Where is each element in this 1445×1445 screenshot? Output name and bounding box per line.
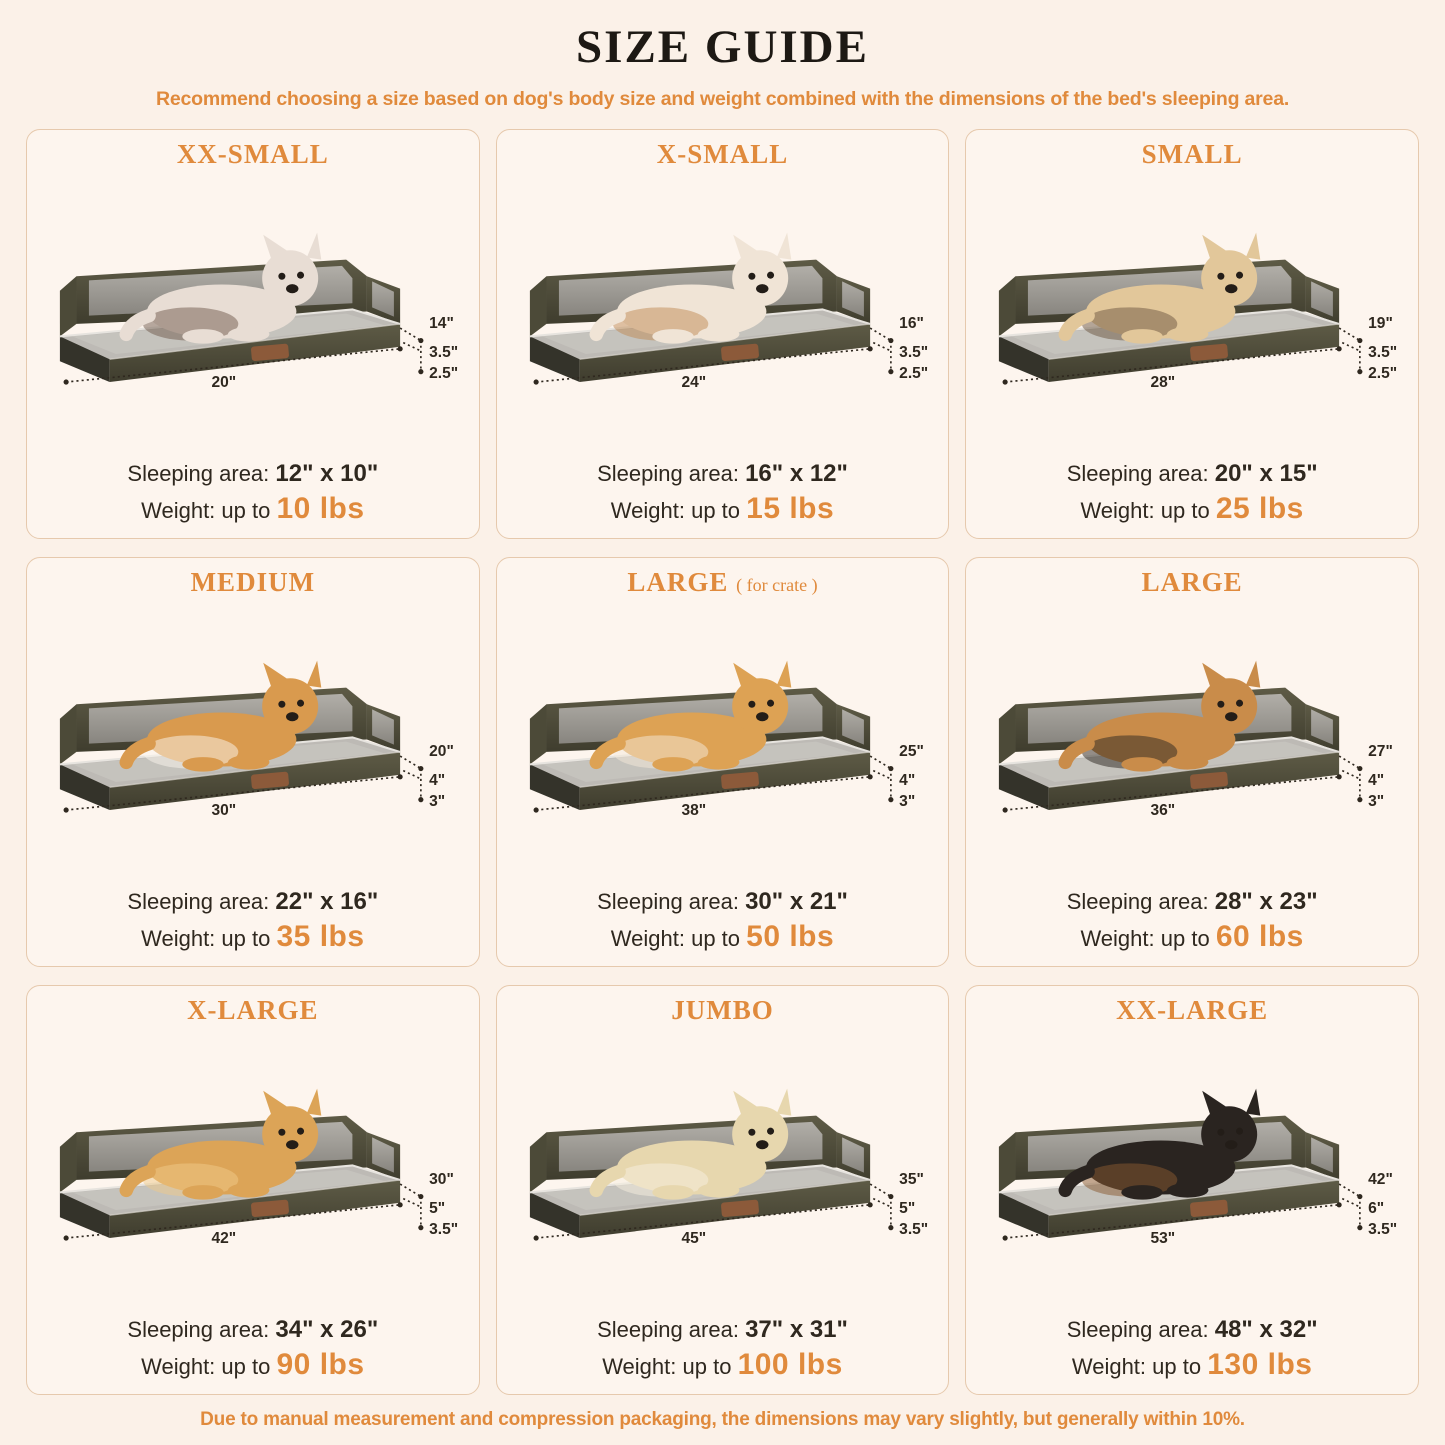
bed-illustration [505, 170, 941, 459]
bed-illustration-svg [35, 1026, 471, 1315]
dim-base-label: 2.5" [429, 364, 459, 382]
dim-bolster-label: 4" [898, 771, 915, 789]
dim-bolster-label: 5" [429, 1199, 446, 1217]
weight-upto-label: up to [221, 497, 271, 523]
bed-illustration-svg [35, 598, 471, 887]
footer-note: Due to manual measurement and compression packaging, the dimensions may vary slightly, but generally within 10%. [200, 1409, 1245, 1430]
dim-width-label: 53" [1150, 1229, 1176, 1247]
size-card[interactable] [965, 985, 1419, 1395]
sleeping-area-value: 16" x 12" [745, 459, 848, 487]
dim-width-label: 38" [681, 801, 706, 819]
size-card-title [627, 568, 817, 598]
weight-upto-label: up to [221, 925, 271, 951]
size-card-specs [35, 1315, 471, 1386]
bed-illustration-svg [974, 170, 1410, 459]
weight-line [505, 918, 941, 956]
size-card[interactable] [965, 557, 1419, 967]
dim-base-label: 3" [1368, 792, 1385, 810]
weight-value: 100 lbs [737, 1347, 843, 1381]
dim-bolster-label: 6" [1368, 1199, 1385, 1217]
dim-width-label: 36" [1150, 801, 1176, 819]
sleeping-area-line [35, 1315, 471, 1346]
bed-illustration-svg [505, 598, 941, 887]
dim-height-label: 27" [1368, 742, 1394, 760]
dim-base-label: 3.5" [1368, 1220, 1398, 1238]
bed-illustration [974, 1026, 1410, 1315]
bed-illustration [505, 598, 941, 887]
weight-upto-label: up to [1160, 925, 1210, 951]
weight-line [35, 918, 471, 956]
dim-base-label: 3" [898, 792, 915, 810]
size-card-name: X-LARGE [187, 995, 319, 1025]
weight-label: Weight: [610, 497, 685, 523]
dim-bolster-label: 4" [429, 771, 446, 789]
weight-value: 10 lbs [276, 491, 365, 525]
weight-line [974, 918, 1410, 956]
weight-line [505, 490, 941, 528]
size-card[interactable] [965, 129, 1419, 539]
bed-illustration-svg [505, 170, 941, 459]
size-card-name: LARGE [627, 567, 729, 597]
bed-illustration-svg [505, 1026, 941, 1315]
dim-height-label: 35" [898, 1170, 924, 1188]
sleeping-area-label: Sleeping area: [1066, 460, 1209, 486]
weight-upto-label: up to [221, 1353, 271, 1379]
size-card-title [191, 568, 315, 598]
size-card-specs [974, 459, 1410, 530]
size-card[interactable] [496, 985, 950, 1395]
sleeping-area-line [974, 459, 1410, 490]
sleeping-area-label: Sleeping area: [1066, 1316, 1209, 1342]
size-card-title [1116, 996, 1268, 1026]
sleeping-area-value: 37" x 31" [745, 1315, 848, 1343]
size-card-name: XX-LARGE [1116, 995, 1269, 1025]
bed-illustration [505, 1026, 941, 1315]
dim-base-label: 2.5" [898, 364, 928, 382]
weight-value: 15 lbs [746, 491, 835, 525]
size-card-name: X-SMALL [656, 139, 789, 169]
dim-bolster-label: 3.5" [429, 343, 459, 361]
dim-base-label: 3" [429, 792, 446, 810]
weight-upto-label: up to [1152, 1353, 1202, 1379]
sleeping-area-label: Sleeping area: [127, 460, 270, 486]
bed-illustration-svg [35, 170, 471, 459]
weight-label: Weight: [1071, 1353, 1147, 1379]
size-card-specs [35, 459, 471, 530]
size-card-title [657, 140, 789, 170]
weight-line [974, 490, 1410, 528]
weight-upto-label: up to [1160, 497, 1210, 523]
weight-label: Weight: [1080, 497, 1155, 523]
sleeping-area-value: 28" x 23" [1214, 887, 1318, 915]
sleeping-area-line [505, 887, 941, 918]
sleeping-area-label: Sleeping area: [597, 888, 739, 914]
size-card-specs [505, 887, 941, 958]
size-card[interactable] [26, 985, 480, 1395]
weight-line [35, 490, 471, 528]
sleeping-area-value: 48" x 32" [1214, 1315, 1318, 1343]
dim-base-label: 3.5" [429, 1220, 459, 1238]
dim-height-label: 42" [1368, 1170, 1394, 1188]
dim-bolster-label: 5" [898, 1199, 915, 1217]
weight-label: Weight: [602, 1353, 677, 1379]
bed-illustration [35, 1026, 471, 1315]
size-card-name: MEDIUM [190, 567, 316, 597]
bed-illustration [35, 598, 471, 887]
size-card-title [187, 996, 319, 1026]
bed-illustration [974, 170, 1410, 459]
size-card-title [671, 996, 774, 1026]
weight-label: Weight: [1080, 925, 1155, 951]
dim-bolster-label: 3.5" [1368, 343, 1398, 361]
sleeping-area-value: 12" x 10" [275, 459, 379, 487]
size-card-name: SMALL [1141, 139, 1243, 169]
size-card-title [177, 140, 329, 170]
sleeping-area-line [505, 1315, 941, 1346]
dim-width-label: 42" [211, 1229, 237, 1247]
weight-label: Weight: [141, 925, 216, 951]
dim-height-label: 16" [898, 314, 924, 332]
weight-value: 25 lbs [1215, 491, 1304, 525]
dim-base-label: 2.5" [1368, 364, 1398, 382]
bed-illustration-svg [974, 598, 1410, 887]
weight-label: Weight: [141, 497, 216, 523]
weight-value: 90 lbs [276, 1347, 365, 1381]
size-card[interactable] [496, 557, 950, 967]
sleeping-area-value: 30" x 21" [745, 887, 848, 915]
sleeping-area-label: Sleeping area: [127, 888, 270, 914]
weight-line [35, 1346, 471, 1384]
size-card-specs [505, 459, 941, 530]
weight-value: 60 lbs [1215, 919, 1304, 953]
weight-value: 50 lbs [746, 919, 835, 953]
sleeping-area-value: 34" x 26" [275, 1315, 379, 1343]
weight-line [505, 1346, 941, 1384]
sleeping-area-line [505, 459, 941, 490]
dim-width-label: 28" [1150, 373, 1176, 391]
weight-upto-label: up to [682, 1353, 732, 1379]
sleeping-area-line [35, 459, 471, 490]
weight-value: 130 lbs [1207, 1347, 1313, 1381]
size-card-specs [35, 887, 471, 958]
sleeping-area-line [974, 887, 1410, 918]
sleeping-area-label: Sleeping area: [127, 1316, 270, 1342]
sleeping-area-value: 22" x 16" [275, 887, 379, 915]
bed-illustration-svg [974, 1026, 1410, 1315]
dim-height-label: 14" [429, 314, 454, 332]
size-card-name: XX-SMALL [176, 139, 329, 169]
dim-width-label: 30" [211, 801, 237, 819]
weight-upto-label: up to [691, 925, 741, 951]
dim-bolster-label: 3.5" [898, 343, 928, 361]
sleeping-area-label: Sleeping area: [597, 1316, 739, 1342]
dim-height-label: 20" [429, 742, 454, 760]
sleeping-area-line [35, 887, 471, 918]
size-card-title [1142, 568, 1243, 598]
bed-illustration [35, 170, 471, 459]
size-card-specs [974, 1315, 1410, 1386]
weight-value: 35 lbs [276, 919, 365, 953]
dim-height-label: 30" [429, 1170, 454, 1188]
size-card-title [1142, 140, 1243, 170]
size-card-specs [505, 1315, 941, 1386]
sleeping-area-label: Sleeping area: [597, 460, 739, 486]
size-card-grid [26, 129, 1419, 1395]
weight-label: Weight: [610, 925, 685, 951]
size-card-specs [974, 887, 1410, 958]
size-card[interactable] [496, 129, 950, 539]
size-card-note: ( for crate ) [736, 575, 818, 595]
size-card[interactable] [26, 129, 480, 539]
weight-label: Weight: [141, 1353, 216, 1379]
page-title: SIZE GUIDE [576, 21, 869, 73]
sleeping-area-line [974, 1315, 1410, 1346]
page-subtitle: Recommend choosing a size based on dog's body size and weight combined with the dimensions of the bed's sleeping area. [155, 88, 1290, 110]
weight-upto-label: up to [691, 497, 741, 523]
size-card-name: LARGE [1141, 567, 1243, 597]
dim-width-label: 24" [681, 373, 706, 391]
dim-base-label: 3.5" [898, 1220, 928, 1238]
sleeping-area-value: 20" x 15" [1214, 459, 1318, 487]
weight-line [974, 1346, 1410, 1384]
size-card-name: JUMBO [671, 995, 774, 1025]
dim-bolster-label: 4" [1368, 771, 1385, 789]
dim-height-label: 19" [1368, 314, 1394, 332]
dim-height-label: 25" [898, 742, 924, 760]
dim-width-label: 20" [211, 373, 237, 391]
bed-illustration [974, 598, 1410, 887]
sleeping-area-label: Sleeping area: [1066, 888, 1209, 914]
dim-width-label: 45" [681, 1229, 706, 1247]
size-card[interactable] [26, 557, 480, 967]
